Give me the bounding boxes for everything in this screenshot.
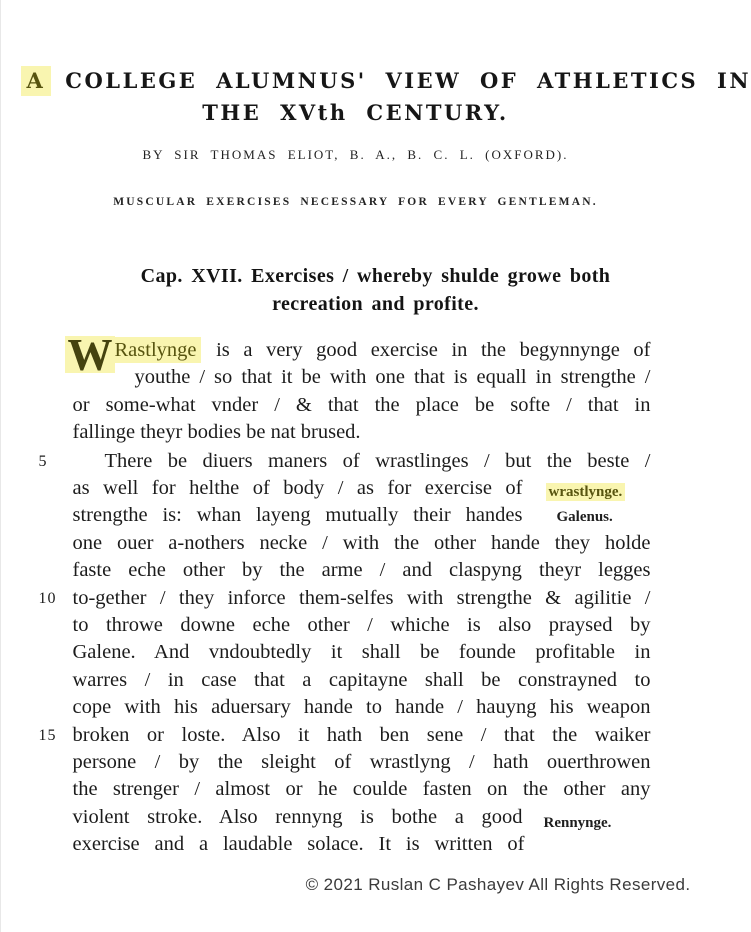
drop-cap: W (65, 336, 115, 373)
highlighted-word: Rastlynge (113, 337, 201, 363)
body-line (73, 776, 651, 803)
body-line (73, 612, 651, 639)
chapter-heading-line1: Cap. XVII. Exercises / whereby shulde growe both (140, 265, 611, 287)
body-line (38, 722, 651, 749)
margin-note-wrastlynge (546, 484, 626, 501)
copyright-notice: © 2021 Ruslan C Pashayev All Rights Reserved. (305, 875, 691, 894)
truncated-scan-line (72, 832, 525, 855)
body-line (73, 502, 523, 529)
paragraph1-line1 (113, 337, 651, 364)
line-number: 5 (38, 452, 48, 470)
scanned-book-page (1, 0, 751, 932)
line-number: 15 (38, 726, 57, 744)
body-line (73, 639, 651, 666)
paragraph1-line4: fallinge theyr bodies be nat brused. (72, 421, 361, 444)
highlighted-initial: A (21, 66, 52, 96)
paragraph1-line2: youthe / so that it be with one that is equall in strengthe / (134, 366, 651, 389)
body-line-text: warres / in case that a capitayne shall be constrayned to (72, 668, 651, 691)
margin-note-highlighted-text: wrastlynge. (546, 483, 626, 501)
body-line (73, 557, 651, 584)
body-line (73, 804, 523, 831)
page-title-line1 (21, 68, 751, 93)
line-number: 10 (38, 589, 57, 607)
body-line-text: broken or loste. Also it hath ben sene / that the waiker (72, 723, 651, 746)
body-line-text: violent stroke. Also rennyng is bothe a good (72, 805, 523, 828)
section-motto: MUSCULAR EXERCISES NECESSARY FOR EVERY GENTLEMAN. (113, 196, 598, 208)
body-line (73, 475, 523, 502)
paragraph1-line1-text: is a very good exercise in the begynnynge of (216, 339, 651, 361)
body-line-text: to-gether / they inforce them-selfes with strengthe & agilitie / (72, 586, 651, 609)
body-line-text: Galene. And vndoubtedly it shall be founde profitable in (72, 641, 651, 664)
body-line (73, 749, 651, 776)
margin-note-rennynge: Rennynge. (543, 815, 612, 831)
body-line-text: cope with his aduersary hande to hande / hauyng his weapon (72, 696, 651, 719)
body-line-text: as well for helthe of body / as for exercise of (72, 476, 523, 499)
body-line (38, 585, 651, 612)
body-line-text: one ouer a-nothers necke / with the other hande they holde (72, 531, 651, 554)
paragraph1-line3: or some-what vnder / & that the place be softe / that in (72, 393, 651, 416)
body-line-text: to throwe downe eche other / whiche is also praysed by (72, 613, 651, 636)
body-line-text: strengthe is: whan layeng mutually their handes (72, 504, 523, 527)
body-line-text: the strenger / almost or he coulde fasten on the other any (72, 778, 651, 801)
body-line-text: faste eche other by the arme / and claspyng theyr legges (72, 559, 651, 582)
byline: BY SIR THOMAS ELIOT, B. A., B. C. L. (OXFORD). (142, 147, 569, 162)
margin-note-galenus: Galenus. (556, 509, 613, 525)
body-line-text: There be diuers maners of wrastlinges / but the beste / (104, 449, 651, 472)
truncated-scan-line-text: exercise and a laudable solace. It is written of (72, 833, 525, 855)
body-line (73, 694, 651, 721)
body-line (73, 667, 651, 694)
page-title-text: COLLEGE ALUMNUS' VIEW OF ATHLETICS IN (65, 68, 751, 93)
page-title-line2: THE XVth CENTURY. (202, 100, 509, 125)
chapter-heading-line2: recreation and profite. (272, 293, 479, 315)
body-line (73, 530, 651, 557)
body-line (38, 448, 651, 475)
body-line-text: persone / by the sleight of wrastlyng / hath ouerthrowen (72, 750, 651, 773)
